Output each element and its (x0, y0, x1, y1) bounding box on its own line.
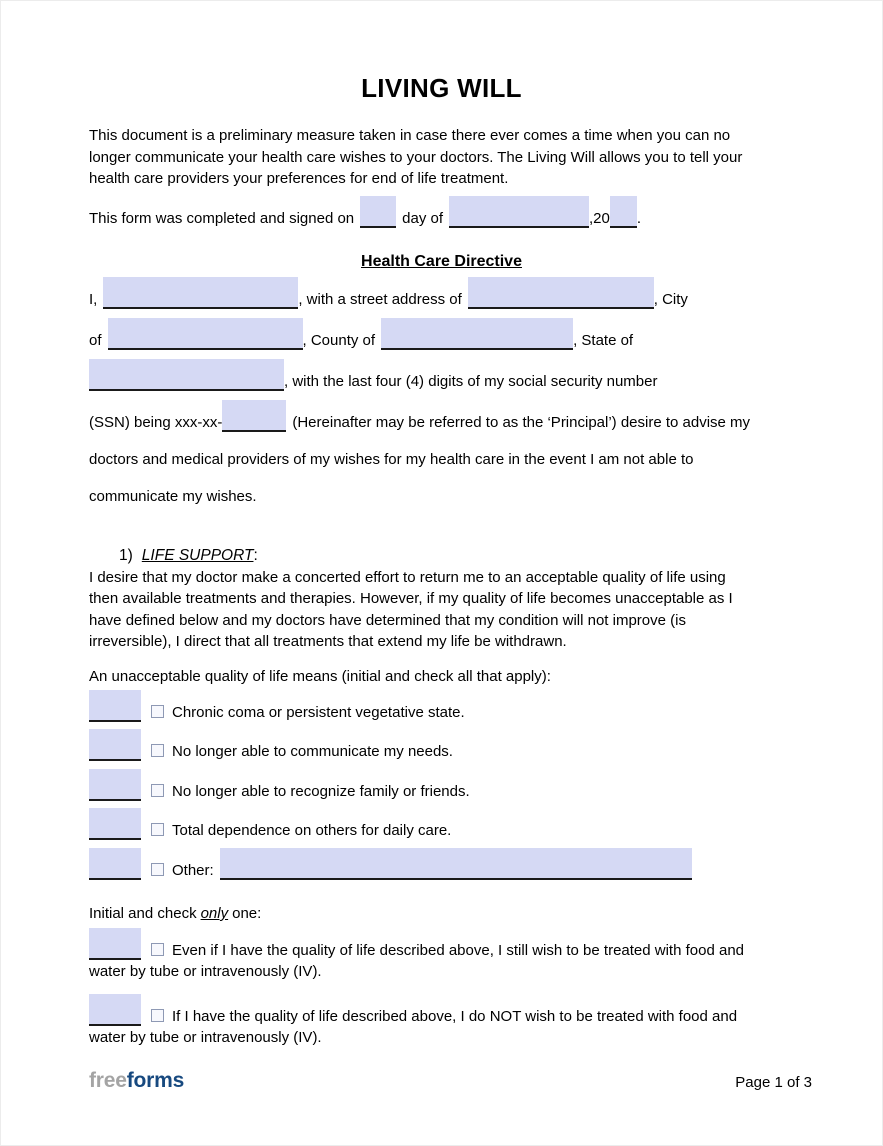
section-title: LIFE SUPPORT (141, 546, 254, 564)
only-line-text: Initial and check (89, 905, 197, 922)
county-field[interactable] (381, 318, 573, 350)
intro-line: longer communicate your health care wishes to your doctors. The Living Will allows you to tell your (89, 148, 743, 166)
directive-heading: Health Care Directive (361, 252, 522, 270)
state-field[interactable] (89, 359, 284, 391)
page-content (1, 73, 882, 1048)
checkbox-label: Total dependence on others for daily care. (172, 822, 452, 839)
checkbox-feed-no[interactable] (151, 1009, 164, 1022)
paragraph-line: have defined below and my doctors have determined that my condition will not improve (is (89, 611, 686, 629)
signed-line-text: ,20 (589, 209, 610, 227)
identity-text: I, (89, 290, 98, 308)
identity-text: , State of (573, 331, 634, 349)
checklist-row (89, 848, 794, 888)
identity-line-4 (89, 400, 794, 441)
initials-field-other[interactable] (89, 848, 141, 880)
exclusive-option-line1 (89, 928, 794, 961)
life-support-heading (89, 545, 794, 567)
identity-line-5 (89, 441, 794, 478)
logo-forms-text: forms (126, 1069, 185, 1092)
page-footer (89, 1069, 812, 1093)
checkbox-recognize-family[interactable] (151, 784, 164, 797)
identity-text: (Hereinafter may be referred to as the ‘Principal’) desire to advise my (292, 413, 751, 431)
exclusive-option-line2: water by tube or intravenously (IV). (89, 1029, 322, 1046)
checkbox-other[interactable] (151, 863, 164, 876)
checkbox-label: Chronic coma or persistent vegetative state. (172, 703, 465, 721)
checkbox-total-dependence[interactable] (151, 823, 164, 836)
initials-field-coma[interactable] (89, 690, 141, 722)
signed-date-line (89, 196, 794, 237)
only-emphasis: only (200, 905, 229, 922)
identity-paragraph (89, 277, 794, 515)
checkbox-label: Other: (172, 861, 214, 879)
checklist-row (89, 808, 794, 848)
identity-line-1 (89, 277, 794, 318)
paragraph-line: irreversible), I direct that all treatments that extend my life be withdrawn. (89, 633, 567, 650)
checklist-intro: An unacceptable quality of life means (initial and check all that apply): (89, 667, 551, 685)
identity-line-3 (89, 359, 794, 400)
identity-text: , County of (302, 331, 376, 349)
checklist-row (89, 769, 794, 809)
intro-line: health care providers your preferences for end of life treatment. (89, 170, 509, 187)
exclusive-option-no-feed (89, 994, 794, 1048)
identity-text: communicate my wishes. (89, 487, 257, 505)
month-field[interactable] (449, 196, 589, 228)
checkbox-communicate-needs[interactable] (151, 744, 164, 757)
logo-free-text: free (89, 1069, 127, 1092)
initials-field-communicate[interactable] (89, 729, 141, 761)
freeforms-logo (89, 1069, 184, 1093)
checklist-row (89, 690, 794, 730)
document-title: LIVING WILL (361, 73, 522, 103)
identity-text: , with a street address of (298, 290, 462, 308)
quality-of-life-checklist (89, 690, 794, 888)
name-field[interactable] (103, 277, 298, 309)
exclusive-option-line2: water by tube or intravenously (IV). (89, 963, 322, 980)
checklist-row (89, 729, 794, 769)
only-line-text: one: (232, 905, 262, 922)
intro-line: This document is a preliminary measure taken in case there ever comes a time when you can no (89, 127, 731, 144)
identity-text: , with the last four (4) digits of my social security number (284, 372, 658, 390)
section-number: 1) (119, 546, 133, 564)
street-address-field[interactable] (468, 277, 654, 309)
identity-text: (SSN) being xxx-xx- (89, 413, 223, 431)
initials-field-dependence[interactable] (89, 808, 141, 840)
signed-line-text: day of (402, 209, 444, 227)
paragraph-line: then available treatments and therapies. However, if my quality of life becomes unacceptable as I (89, 590, 733, 607)
identity-text: doctors and medical providers of my wishes for my health care in the event I am not able to (89, 450, 694, 468)
checkbox-chronic-coma[interactable] (151, 705, 164, 718)
initials-field-feed-no[interactable] (89, 994, 141, 1026)
other-description-field[interactable] (220, 848, 692, 880)
initials-field-recognize[interactable] (89, 769, 141, 801)
signed-line-text: This form was completed and signed on (89, 209, 355, 227)
year-field[interactable] (610, 196, 637, 228)
checkbox-label: No longer able to recognize family or friends. (172, 782, 470, 800)
page-number: Page 1 of 3 (735, 1074, 812, 1091)
initials-field-feed-yes[interactable] (89, 928, 141, 960)
section-colon: : (253, 546, 258, 564)
identity-line-6 (89, 478, 794, 515)
checkbox-feed-yes[interactable] (151, 943, 164, 956)
ssn-last4-field[interactable] (222, 400, 286, 432)
day-field[interactable] (360, 196, 396, 228)
identity-text: , City (653, 290, 688, 308)
checkbox-label: If I have the quality of life described above, I do NOT wish to be treated with food and (172, 1008, 738, 1025)
identity-text: of (89, 331, 102, 349)
initial-only-one-line (89, 903, 794, 924)
city-field[interactable] (108, 318, 303, 350)
life-support-paragraph (89, 567, 794, 653)
checkbox-label: Even if I have the quality of life described above, I still wish to be treated with food and (172, 942, 744, 959)
checkbox-label: No longer able to communicate my needs. (172, 743, 453, 760)
exclusive-option-feed (89, 928, 794, 982)
signed-line-text: . (636, 209, 642, 227)
exclusive-option-line1 (89, 994, 794, 1027)
paragraph-line: I desire that my doctor make a concerted effort to return me to an acceptable quality of life using (89, 568, 726, 586)
intro-paragraph (89, 125, 794, 190)
identity-line-2 (89, 318, 794, 359)
